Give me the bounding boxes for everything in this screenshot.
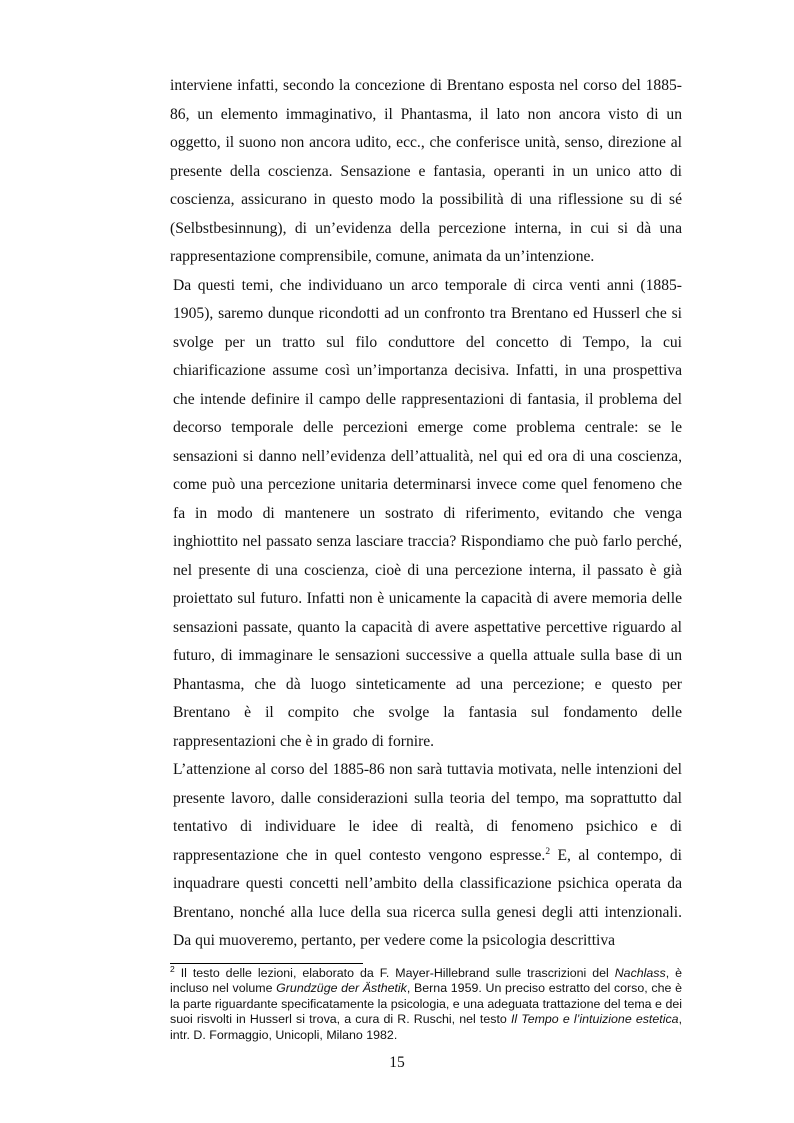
footnote-reference-2[interactable]: 2 bbox=[545, 846, 551, 857]
body-text bbox=[170, 72, 682, 956]
paragraph-3 bbox=[170, 756, 682, 956]
footnote-text: , è incluso nel volume bbox=[170, 966, 682, 996]
paragraph-1: interviene infatti, secondo la concezione di Brentano esposta nel corso del 1885-86, un elemento immaginativo, il Phantasma, il lato non ancora visto di un oggetto, il suono non ancora udito, ecc., che conferisce unità, senso, direzione al presente della coscienza. Sensazione e fantasia, operanti in un unico atto di coscienza, assicurano in questo modo la possibilità di una riflessione su di sé (Selbstbesinnung), di un’evidenza della percezione interna, in cui si dà una rappresentazione comprensibile, comune, animata da un’intenzione. bbox=[170, 77, 682, 265]
paragraph-3-text-end: E, al contempo, di inquadrare questi concetti nell’ambito della classificazione psichica operata da Brentano, nonché alla luce della sua ricerca sulla genesi degli atti intenzionali. Da qui muoveremo, pertanto, per vedere come la psicologia descrittiva bbox=[173, 846, 682, 949]
footnote-text: Il testo delle lezioni, elaborato da F. Mayer-Hillebrand sulle trascrizioni del bbox=[174, 966, 615, 980]
footnote-2 bbox=[170, 963, 683, 1043]
footnote-separator bbox=[170, 963, 363, 964]
footnote-text: , Berna 1959. Un preciso estratto del corso, che è la parte riguardante specificatamente la psicologia, e una adeguata trattazione del tema e dei suoi risvolti in Husserl si trova, a cura di R. Ruschi, nel testo bbox=[170, 981, 682, 1027]
page-number: 15 bbox=[389, 1054, 405, 1071]
footnote-title-tempo: Il Tempo e l’intuizione estetica bbox=[510, 1012, 679, 1027]
footnote-title-nachlass: Nachlass bbox=[614, 966, 666, 980]
footnote-number: 2 bbox=[170, 963, 175, 974]
paragraph-2: Da questi temi, che individuano un arco temporale di circa venti anni (1885-1905), saremo dunque ricondotti ad un confronto tra Brentano ed Husserl che si svolge per un tratto sul filo conduttore del concetto di Tempo, la cui chiarificazione assume così un’importanza decisiva. Infatti, in una prospettiva che intende definire il campo delle rappresentazioni di fantasia, il problema del decorso temporale delle percezioni emerge come problema centrale: se le sensazioni si danno nell’evidenza dell’attualità, nel qui ed ora di una coscienza, come può una percezione unitaria determinarsi invece come quel fenomeno che fa in modo di mantenere un sostrato di riferimento, evitando che venga inghiottito nel passato senza lasciare traccia? Rispondiamo che può farlo perché, nel presente di una coscienza, cioè di una percezione interna, il passato è già proiettato sul futuro. Infatti non è unicamente la capacità di avere memoria delle sensazioni passate, quanto la capacità di avere aspettative percettive riguardo al futuro, di immaginare le sensazioni successive a quella attuale sulla base di un Phantasma, che dà luogo sinteticamente ad una percezione; e questo per Brentano è il compito che svolge la fantasia sul fondamento delle rappresentazioni che è in grado di fornire. bbox=[173, 276, 682, 750]
footnote-title-grundzuge: Grundzüge der Ästhetik bbox=[276, 981, 407, 996]
paragraph-3-text-start: L’attenzione al corso del 1885-86 non sarà tuttavia motivata, nelle intenzioni del presente lavoro, dalle considerazioni sulla teoria del tempo, ma soprattutto dal tentativo di individuare le idee di realtà, di fenomeno psichico e di rappresentazione che in quel contesto vengono espresse. bbox=[173, 761, 682, 864]
footnote-text: , intr. D. Formaggio, Unicopli, Milano 1982. bbox=[170, 1012, 683, 1042]
